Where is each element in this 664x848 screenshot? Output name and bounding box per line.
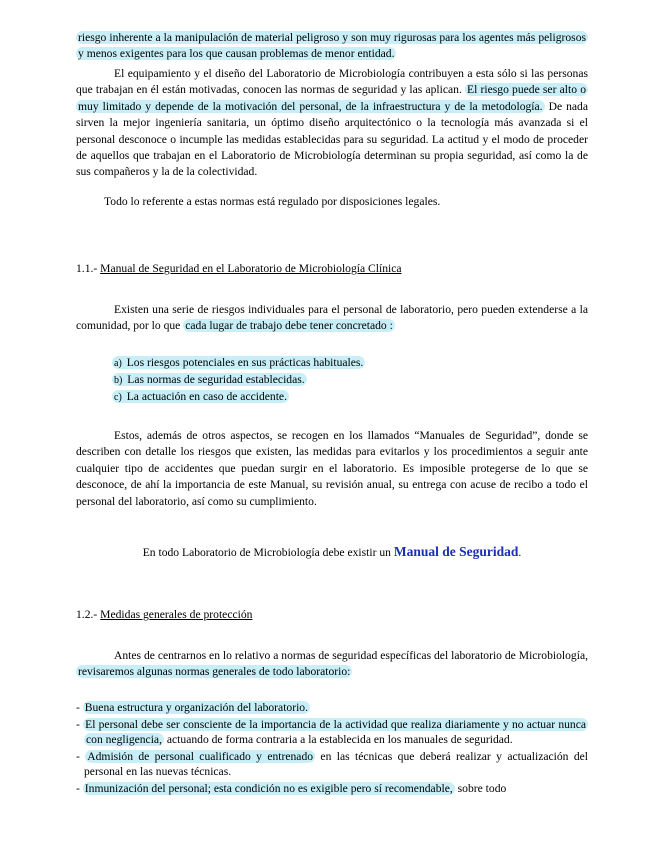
- heading-title: Manual de Seguridad en el Laboratorio de Microbiología Clínica: [100, 262, 402, 275]
- list-item: [76, 749, 588, 780]
- list-item: [112, 389, 365, 406]
- list-item: [112, 372, 365, 389]
- list-item-text: Los riesgos potenciales en sus prácticas habituales.: [126, 356, 364, 369]
- paragraph-text: Existen una serie de riesgos individuales para el personal de laboratorio, pero pueden extenderse a la comunidad, por lo que: [76, 303, 588, 333]
- list-item-text: actuando de forma contraria a la establecida en los manuales de seguridad.: [166, 733, 513, 747]
- bullet-marker: -: [76, 749, 80, 763]
- highlight: riesgo inherente a la manipulación de material peligroso y son muy rigurosas para los agentes más peligrosos y menos exigentes para los que causan problemas de menor entidad.: [78, 31, 586, 61]
- paragraph-text: Antes de centrarnos en lo relativo a normas de seguridad específicas del laboratorio de Microbiología,: [114, 649, 588, 662]
- bullet-marker: -: [76, 717, 80, 731]
- highlight: [112, 356, 365, 369]
- list-item-text: sobre todo: [457, 781, 507, 795]
- list-item: [76, 700, 588, 716]
- manual-required-line: [76, 543, 588, 562]
- bullet-marker: -: [76, 701, 80, 714]
- paragraph-text: De nada sirven la mejor ingeniería sanitaria, un óptimo diseño arquitectónico o la tecnología más avanzada si el personal desconoce o incumple las medidas establecidas para su seguridad. La actitud y el modo de proceder de aquellos que trabajan en el Laboratorio de Microbiología determinan su propia seguridad, así como la de sus compañeros y la de la colectividad.: [76, 99, 588, 179]
- list-item-text: en las técnicas que deberá realizar y actualización del personal en las nuevas técnicas.: [84, 749, 588, 779]
- bullet-list: [76, 700, 588, 798]
- highlight: cada lugar de trabajo debe tener concretado :: [185, 319, 393, 333]
- paragraph-risks: [76, 302, 588, 335]
- bullet-marker: -: [76, 781, 80, 795]
- list-letter: a): [114, 358, 122, 369]
- paragraph-intro-continuation: [76, 30, 588, 63]
- highlight: Admisión de personal cualificado y entrenado: [87, 749, 314, 763]
- manual-de-seguridad-link[interactable]: Manual de Seguridad: [393, 544, 519, 559]
- paragraph-equipment: [76, 66, 588, 181]
- list-item-text: La actuación en caso de accidente.: [126, 390, 287, 403]
- highlight: Inmunización del personal; esta condición no es exigible pero sí recomendable,: [84, 781, 453, 795]
- highlight: Buena estructura y organización del laboratorio.: [84, 701, 308, 714]
- list-letter: c): [114, 392, 122, 403]
- list-item: [112, 355, 365, 372]
- line-suffix: .: [518, 546, 522, 559]
- section-heading-1-2: [76, 607, 252, 623]
- lettered-list: [112, 355, 365, 406]
- paragraph-text: El equipamiento y el diseño del Laboratorio de Microbiología contribuyen a esta sólo si las personas que trabajan en él están motivadas, conocen las normas de seguridad y las aplican.: [76, 67, 588, 97]
- heading-number: 1.1.-: [76, 262, 98, 275]
- paragraph-legal: Todo lo referente a estas normas está regulado por disposiciones legales.: [104, 195, 441, 208]
- list-item-text: Las normas de seguridad establecidas.: [127, 373, 305, 386]
- highlight: El personal debe ser consciente de la importancia de la actividad que realiza diariamente y no actuar nunca con negligencia,: [85, 717, 586, 747]
- heading-title: Medidas generales de protección: [100, 608, 253, 621]
- highlight: [112, 373, 307, 386]
- heading-number: 1.2.-: [76, 608, 98, 621]
- paragraph-manuals: Estos, además de otros aspectos, se recogen en los llamados “Manuales de Seguridad”, donde se describen con detalle los riesgos que existen, las medidas para evitarlos y los procedimientos a seguir ante cualquier tipo de accidentes que puedan surgir en el laboratorio. Es imposible protegerse de lo que se desconoce, de ahí la importancia de este Manual, su revisión anual, su entrega con acuse de recibo a todo el personal del laboratorio, así como su cumplimiento.: [76, 429, 588, 508]
- list-item: [76, 717, 588, 748]
- list-letter: b): [114, 375, 123, 386]
- line-text: En todo Laboratorio de Microbiología debe existir un: [142, 546, 391, 559]
- highlight: revisaremos algunas normas generales de todo laboratorio:: [78, 665, 351, 679]
- list-item: [76, 781, 588, 797]
- section-heading-1-1: [76, 261, 402, 277]
- highlight: El riesgo puede ser alto o muy limitado y depende de la motivación del personal, de la infraestructura y de la metodología.: [78, 83, 586, 113]
- highlight: [112, 390, 289, 403]
- paragraph-general-norms: [76, 648, 588, 681]
